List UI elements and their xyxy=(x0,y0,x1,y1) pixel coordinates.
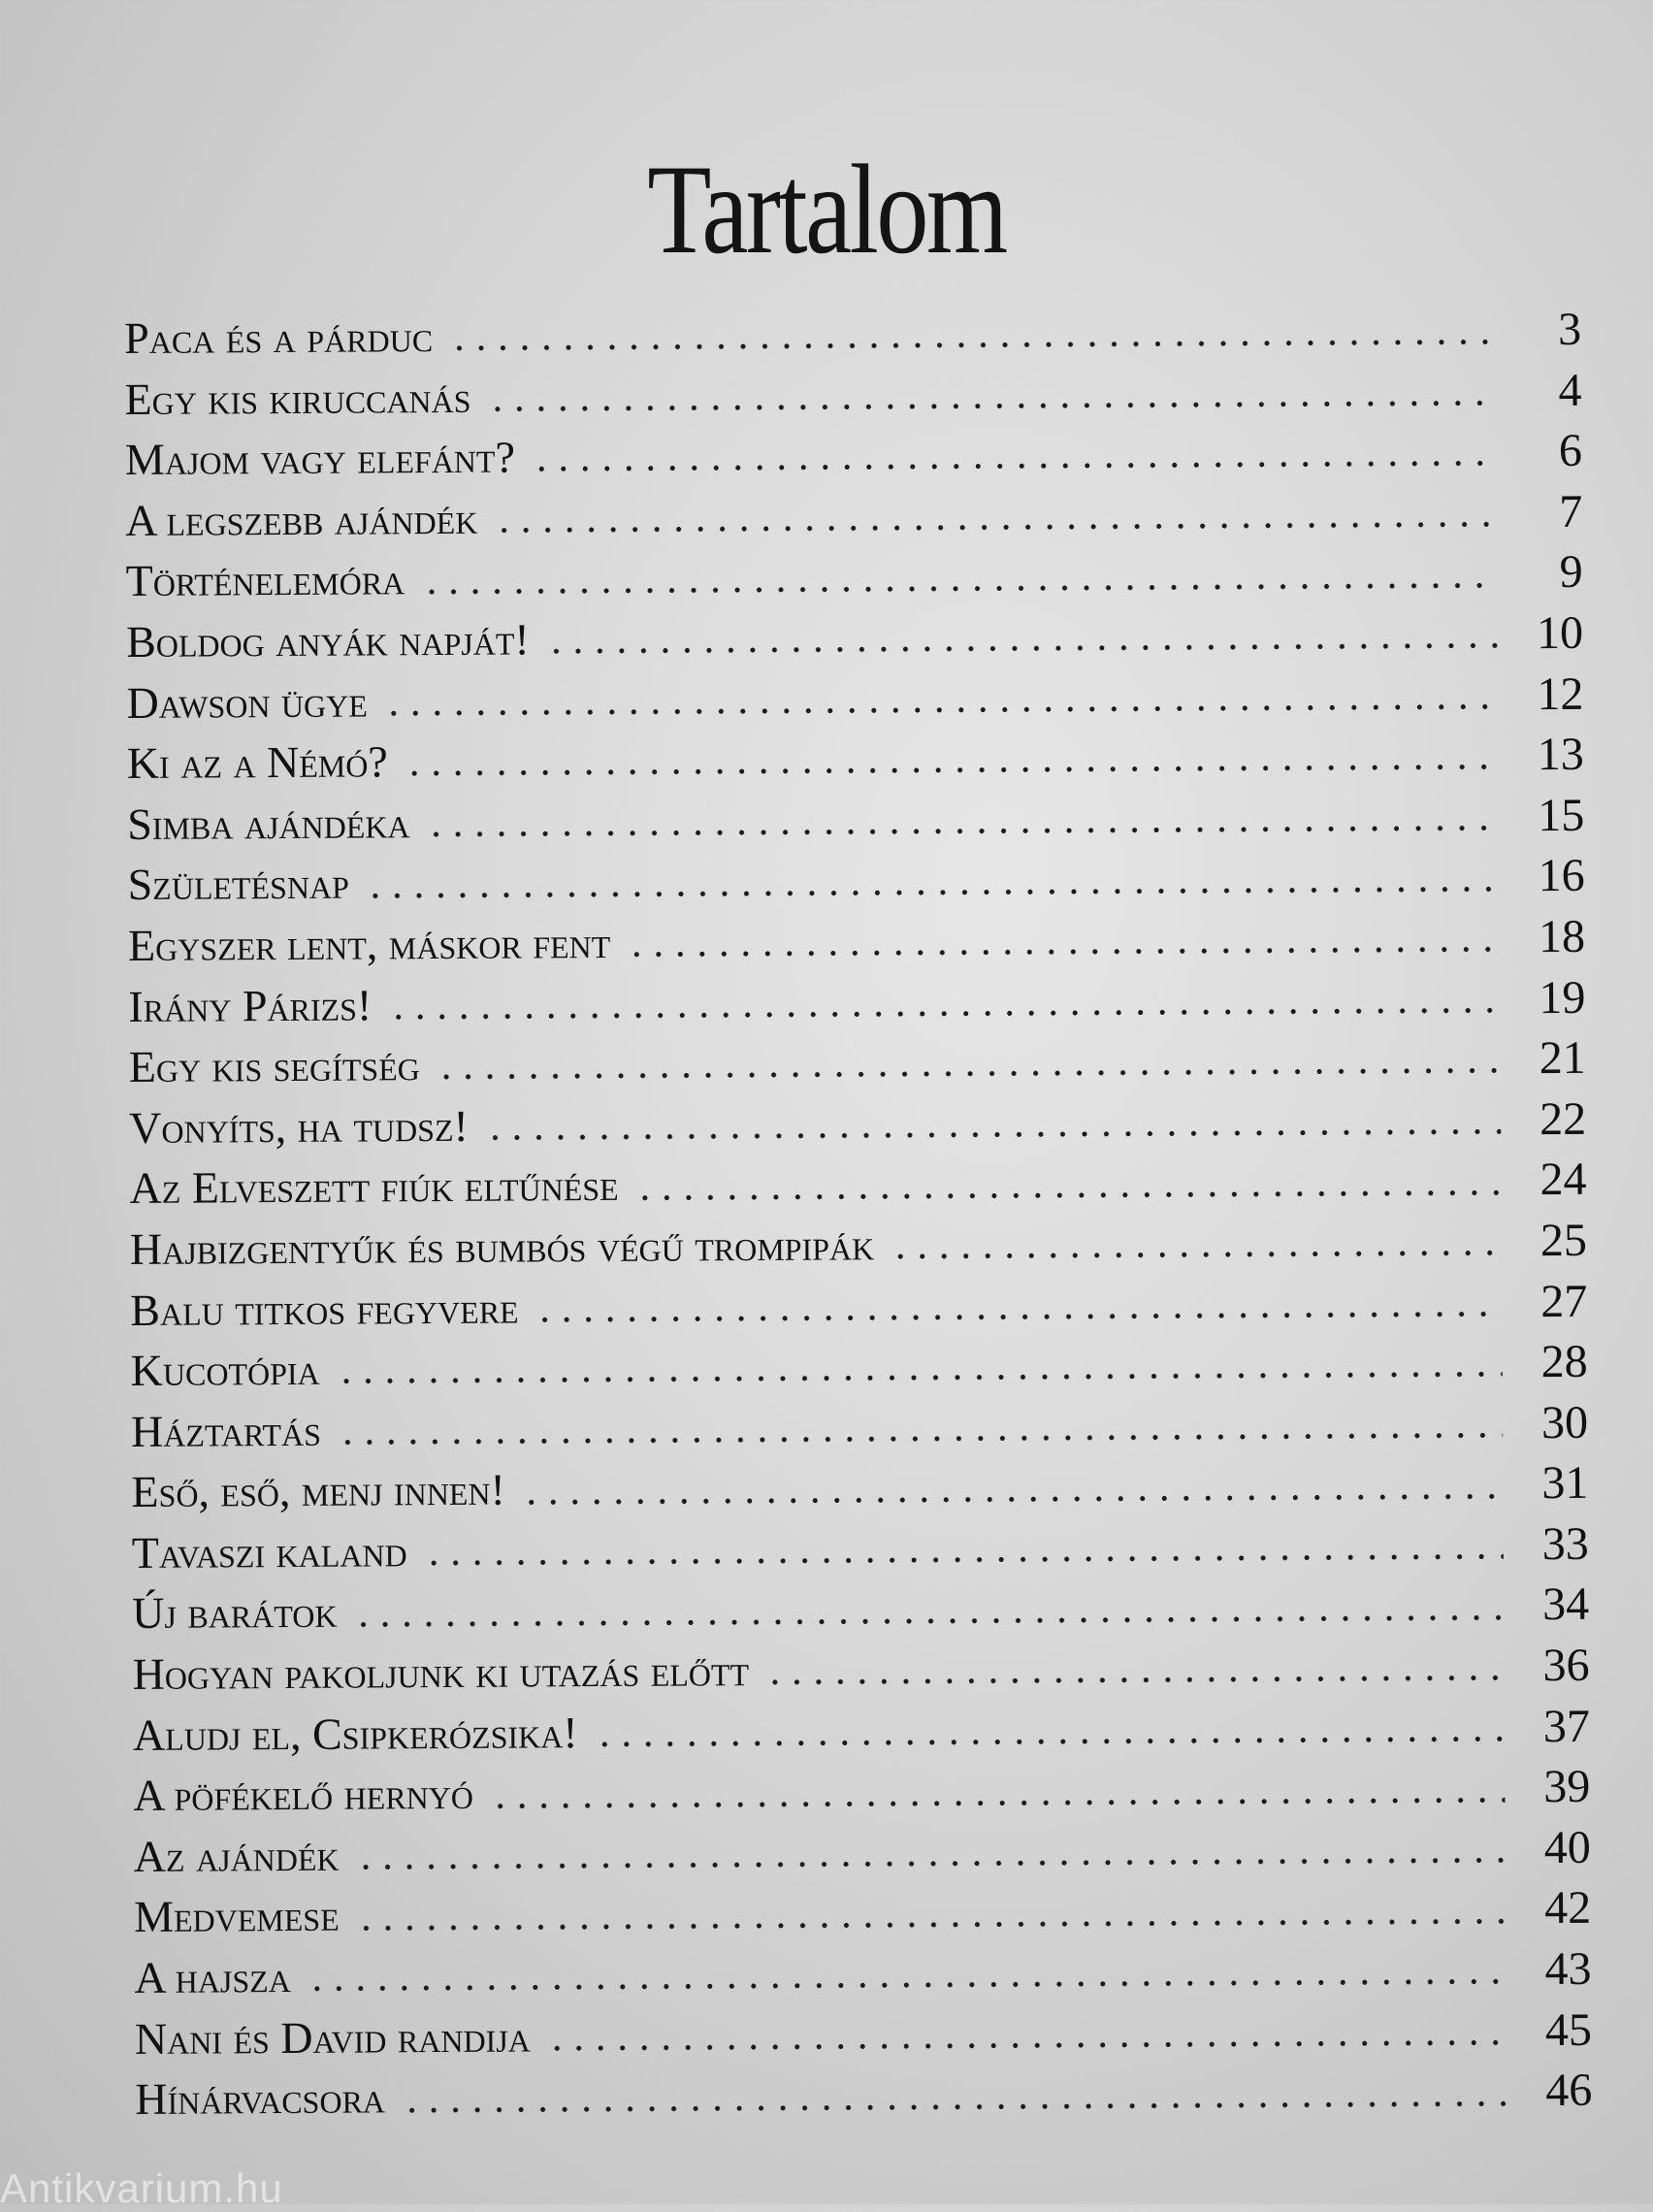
toc-entry-page: 21 xyxy=(1539,1031,1586,1085)
toc-entry xyxy=(125,482,1582,552)
toc-entry-title: Egyszer lent, máskor fent xyxy=(127,917,611,970)
dot-leader xyxy=(404,762,1499,780)
toc-entry-title: Az ajándék xyxy=(133,1830,340,1881)
toc-entry xyxy=(132,1636,1589,1706)
toc-entry-page: 37 xyxy=(1542,1700,1591,1752)
toc-entry-page: 33 xyxy=(1541,1517,1589,1570)
toc-entry xyxy=(129,1028,1586,1098)
toc-entry-title: A legszebb ajándék xyxy=(125,493,478,545)
dot-leader xyxy=(594,1733,1505,1750)
dot-leader xyxy=(535,1308,1503,1325)
dot-leader xyxy=(365,883,1500,901)
toc-entry-page: 15 xyxy=(1538,789,1585,841)
toc-entry xyxy=(126,542,1583,612)
toc-entry xyxy=(133,1757,1590,1827)
dot-leader xyxy=(489,1794,1505,1811)
toc-entry-page: 34 xyxy=(1542,1578,1590,1631)
toc-entry xyxy=(124,300,1581,370)
toc-entry-page: 24 xyxy=(1540,1154,1587,1206)
toc-entry-page: 4 xyxy=(1558,364,1582,416)
dot-leader xyxy=(383,700,1499,719)
dot-leader xyxy=(420,579,1498,598)
toc-entry xyxy=(134,1818,1591,1888)
toc-entry-page: 39 xyxy=(1543,1761,1591,1813)
toc-entry xyxy=(132,1514,1589,1584)
dot-leader xyxy=(401,2098,1507,2116)
dot-leader xyxy=(546,2036,1507,2054)
toc-entry xyxy=(126,664,1583,733)
dot-leader xyxy=(307,1976,1507,1996)
table-of-contents xyxy=(124,300,1592,2131)
toc-entry xyxy=(131,1453,1588,1523)
dot-leader xyxy=(890,1248,1502,1263)
toc-entry xyxy=(130,1211,1587,1281)
dot-leader xyxy=(545,640,1498,658)
toc-entry xyxy=(129,1090,1586,1159)
toc-entry-title: Születésnap xyxy=(127,858,350,910)
toc-entry-page: 12 xyxy=(1537,667,1584,720)
toc-entry-page: 28 xyxy=(1540,1335,1588,1388)
toc-entry-title: Egy kis segítség xyxy=(128,1040,420,1092)
toc-entry-title: Nani és David randija xyxy=(134,2011,531,2064)
toc-entry-title: Dawson ügye xyxy=(126,676,369,728)
dot-leader xyxy=(487,397,1497,414)
toc-entry-title: Irány Párizs! xyxy=(128,979,373,1031)
toc-entry-title: Majom vagy elefánt? xyxy=(124,432,516,485)
toc-entry xyxy=(135,2061,1592,2131)
dot-leader xyxy=(521,1490,1504,1508)
toc-entry xyxy=(134,1878,1591,1948)
dot-leader xyxy=(436,1065,1501,1084)
toc-entry-page: 40 xyxy=(1543,1821,1591,1873)
toc-entry xyxy=(130,1271,1587,1341)
toc-entry-title: Aludj el, Csipkerózsika! xyxy=(132,1707,578,1760)
toc-entry xyxy=(133,1696,1590,1766)
dot-leader xyxy=(484,1125,1501,1143)
dot-leader xyxy=(426,822,1500,840)
dot-leader xyxy=(764,1673,1505,1689)
toc-entry-page: 25 xyxy=(1540,1214,1588,1267)
watermark: Antikvarium.hu xyxy=(0,2165,283,2211)
toc-entry xyxy=(126,603,1583,673)
toc-entry-page: 13 xyxy=(1537,728,1584,781)
toc-entry-page: 46 xyxy=(1545,2065,1593,2117)
toc-entry-title: Hogyan pakoljunk ki utazás előtt xyxy=(132,1645,750,1700)
toc-entry xyxy=(124,360,1581,430)
toc-entry-page: 30 xyxy=(1540,1396,1589,1448)
toc-entry-page: 19 xyxy=(1539,971,1586,1024)
toc-entry xyxy=(135,2000,1592,2069)
toc-entry-title: Vonyíts, ha tudsz! xyxy=(129,1100,470,1153)
page-title: Tartalom xyxy=(647,138,1006,281)
dot-leader xyxy=(423,1551,1504,1570)
toc-entry-title: Paca és a párduc xyxy=(124,311,434,363)
toc-entry xyxy=(128,907,1585,977)
toc-entry xyxy=(129,1150,1586,1220)
toc-entry-title: Az Elveszett fiúk eltűnése xyxy=(129,1160,619,1214)
toc-entry-title: Ki az a Némó? xyxy=(126,736,388,789)
toc-entry-title: Hajbizgentyűk és bumbós végű trompipák xyxy=(129,1220,875,1274)
toc-entry-title: Egy kis kiruccanás xyxy=(124,372,471,424)
dot-leader xyxy=(336,1369,1503,1387)
toc-entry-title: Kucotópia xyxy=(130,1344,320,1396)
dot-leader xyxy=(337,1429,1503,1448)
toc-entry-title: Háztartás xyxy=(130,1405,322,1456)
toc-entry-page: 18 xyxy=(1538,910,1586,963)
toc-entry xyxy=(125,421,1582,491)
toc-entry xyxy=(127,725,1584,795)
toc-entry-page: 7 xyxy=(1559,485,1583,537)
toc-entry-title: Tavaszi kaland xyxy=(131,1526,407,1578)
toc-entry xyxy=(132,1575,1589,1644)
dot-leader xyxy=(626,944,1500,961)
toc-entry-title: Új barátok xyxy=(132,1587,338,1639)
toc-entry-title: Medvemese xyxy=(133,1891,340,1942)
toc-entry-page: 42 xyxy=(1543,1882,1592,1935)
dot-leader xyxy=(448,337,1496,355)
dot-leader xyxy=(353,1611,1505,1630)
toc-entry-title: Simba ajándéka xyxy=(127,797,410,849)
toc-entry-page: 31 xyxy=(1541,1457,1589,1510)
toc-entry-page: 9 xyxy=(1559,546,1583,599)
toc-entry xyxy=(131,1392,1588,1462)
toc-entry-page: 16 xyxy=(1538,850,1585,902)
toc-entry xyxy=(128,967,1585,1037)
toc-entry-page: 45 xyxy=(1544,2003,1593,2056)
toc-entry-page: 10 xyxy=(1536,606,1584,660)
toc-entry-title: A hajsza xyxy=(134,1952,291,2002)
dot-leader xyxy=(387,1004,1500,1023)
toc-entry-title: Történelemóra xyxy=(125,554,405,606)
toc-entry xyxy=(127,846,1584,916)
toc-entry xyxy=(127,786,1584,856)
dot-leader xyxy=(355,1854,1506,1872)
toc-entry-title: Hínárvacsora xyxy=(135,2072,386,2125)
dot-leader xyxy=(531,458,1497,475)
toc-entry xyxy=(134,1939,1591,2009)
toc-entry-title: Eső, eső, menj innen! xyxy=(131,1464,505,1517)
toc-entry xyxy=(131,1332,1588,1402)
dot-leader xyxy=(634,1187,1502,1203)
toc-entry-page: 27 xyxy=(1540,1275,1588,1327)
toc-entry-page: 36 xyxy=(1542,1639,1590,1692)
toc-entry-page: 22 xyxy=(1539,1092,1587,1145)
toc-entry-page: 6 xyxy=(1558,425,1583,477)
dot-leader xyxy=(493,518,1497,536)
toc-entry-page: 3 xyxy=(1557,303,1582,355)
toc-entry-title: A pöfékelő hernyó xyxy=(133,1769,474,1821)
toc-entry-title: Balu titkos fegyvere xyxy=(130,1283,519,1335)
dot-leader xyxy=(355,1915,1506,1934)
toc-entry-title: Boldog anyák napját! xyxy=(125,614,530,667)
toc-entry-page: 43 xyxy=(1544,1942,1592,1996)
